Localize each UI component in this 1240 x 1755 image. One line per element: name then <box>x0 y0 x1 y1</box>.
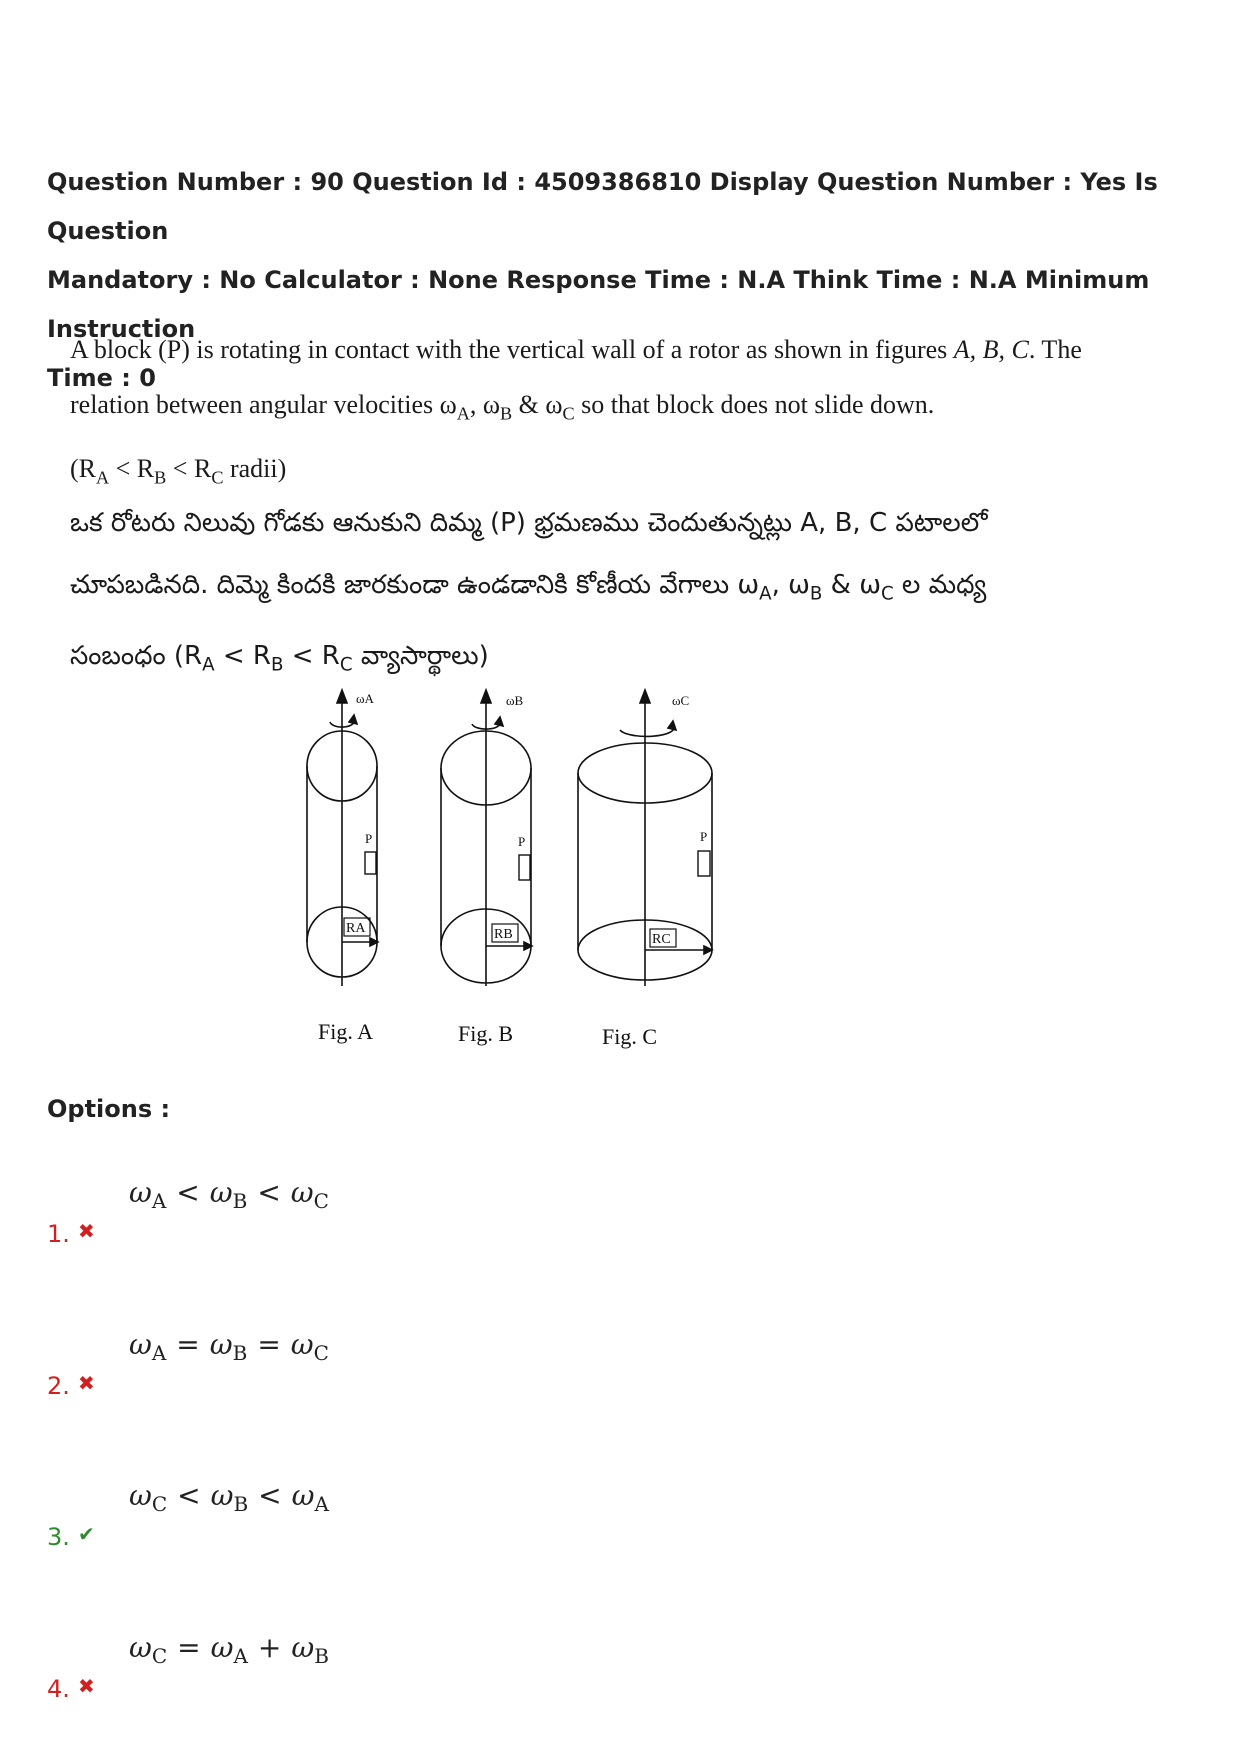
wrong-icon: ✖ <box>78 1219 95 1243</box>
option-operator: < <box>258 1479 282 1512</box>
question-text-run: < R <box>214 641 271 672</box>
option-operator: < <box>257 1176 281 1209</box>
option-operator: < <box>176 1176 200 1209</box>
question-text-run: < R <box>283 641 340 672</box>
omega-a-label: ωA <box>356 691 374 706</box>
subscript-text: B <box>500 403 513 424</box>
question-text-run: & ω <box>822 570 881 600</box>
option-symbol: ω <box>291 1479 315 1512</box>
radius-b-label: RB <box>494 927 513 942</box>
question-text-run: , ω <box>469 390 501 419</box>
options-label: Options : <box>47 1095 171 1123</box>
option-number: 2. <box>47 1372 70 1400</box>
option-subscript: B <box>233 1492 249 1516</box>
radius-arrowhead-c <box>704 946 712 954</box>
axis-arrow-b <box>481 690 491 703</box>
metadata-line-3: Time : 0 <box>47 364 156 392</box>
option-symbol: ω <box>290 1176 314 1209</box>
block-label-b: P <box>518 834 526 849</box>
question-text-english <box>70 322 1082 506</box>
option-expression <box>129 1328 329 1365</box>
option-symbol: ω <box>129 1479 152 1512</box>
axis-arrow-c <box>640 690 650 703</box>
subscript-text: A <box>759 583 772 605</box>
radius-c-label: RC <box>652 932 671 947</box>
subscript-text: C <box>562 403 575 424</box>
question-text-run: చూపబడినది. దిమ్మె కిందకి జారకుండా ఉండడానికి కోణీయ వేగాలు ω <box>70 570 760 600</box>
rotation-arrow-c <box>620 726 674 736</box>
option-subscript: B <box>314 1644 329 1668</box>
option-1[interactable] <box>47 1156 747 1256</box>
question-text-run: < R <box>109 454 155 484</box>
option-subscript: A <box>151 1189 167 1213</box>
wrong-icon: ✖ <box>78 1371 95 1395</box>
question-text-run: . The <box>1028 335 1082 364</box>
figure-b <box>441 690 532 1046</box>
subscript-text: B <box>270 654 284 676</box>
option-number: 4. <box>47 1675 70 1703</box>
option-subscript: B <box>232 1189 248 1213</box>
option-symbol: ω <box>209 1176 233 1209</box>
rotation-arrowhead-a <box>349 715 357 724</box>
question-text-run: , ω <box>771 570 810 600</box>
question-te-line-2 <box>70 554 987 625</box>
option-2[interactable] <box>47 1308 747 1408</box>
figure-a <box>307 690 378 1044</box>
omega-c-label: ωC <box>672 693 690 708</box>
question-en-line-2 <box>70 377 950 441</box>
subscript-text: A <box>202 654 215 676</box>
subscript-text: C <box>339 654 353 676</box>
subscript-text: B <box>154 467 167 488</box>
option-number: 3. <box>47 1523 70 1551</box>
option-operator: = <box>177 1631 201 1664</box>
subscript-text: C <box>211 467 224 488</box>
option-number: 1. <box>47 1220 70 1248</box>
option-symbol: ω <box>129 1176 152 1209</box>
axis-arrow-a <box>337 690 347 703</box>
option-3[interactable] <box>47 1459 747 1559</box>
option-symbol: ω <box>209 1328 233 1361</box>
question-text-run: < R <box>166 454 212 484</box>
question-text-run: A, B, C <box>953 335 1029 364</box>
subscript-text: C <box>880 583 894 605</box>
option-operator: < <box>177 1479 201 1512</box>
option-subscript: B <box>232 1341 248 1365</box>
question-text-run: A block (P) is rotating in contact with the vertical wall of a rotor as shown in figures <box>70 335 954 364</box>
question-text-run: (R <box>70 454 96 484</box>
block-label-a: P <box>365 831 373 846</box>
option-expression <box>129 1631 329 1668</box>
subscript-text: B <box>809 583 823 605</box>
option-subscript: C <box>313 1341 329 1365</box>
block-p-a <box>365 852 376 874</box>
option-subscript: A <box>233 1644 248 1668</box>
question-en-line-1 <box>70 322 1082 377</box>
rotation-arrowhead-c <box>668 721 676 730</box>
metadata-line-2: Mandatory : No Calculator : None Response Time : N.A Think Time : N.A Minimum Instruction <box>47 266 1150 343</box>
question-text-run: relation between angular velocities ω <box>70 390 457 419</box>
question-text-run: radii) <box>223 454 287 484</box>
option-expression <box>129 1176 329 1213</box>
metadata-line-1: Question Number : 90 Question Id : 4509386810 Display Question Number : Yes Is Question <box>47 168 1158 245</box>
caption-fig-c: Fig. C <box>602 1024 658 1049</box>
option-subscript: A <box>151 1341 167 1365</box>
question-te-line-1: ఒక రోటరు నిలువు గోడకు ఆనుకుని దిమ్మ (P) భ్రమణము చెందుతున్నట్లు A, B, C పటాలలో <box>70 508 988 538</box>
option-subscript: C <box>313 1189 329 1213</box>
wrong-icon: ✖ <box>78 1674 95 1698</box>
omega-b-label: ωB <box>506 693 524 708</box>
block-p-b <box>519 855 530 880</box>
caption-fig-b: Fig. B <box>458 1021 514 1046</box>
question-text-run: సంబంధం (R <box>70 641 203 672</box>
block-p-c <box>698 851 710 876</box>
question-text-run: & ω <box>512 390 563 419</box>
option-symbol: ω <box>129 1631 152 1664</box>
subscript-text: A <box>96 467 110 488</box>
option-expression <box>129 1479 329 1516</box>
figure-c <box>578 690 712 1049</box>
option-operator: = <box>257 1328 281 1361</box>
question-text-run: so that block does not slide down. <box>574 390 935 419</box>
question-text-run: ల మధ్య <box>893 570 987 600</box>
caption-fig-a: Fig. A <box>318 1019 374 1044</box>
option-symbol: ω <box>129 1328 152 1361</box>
option-subscript: A <box>314 1492 329 1516</box>
block-label-c: P <box>700 829 708 844</box>
option-subscript: C <box>151 1644 168 1668</box>
option-symbol: ω <box>210 1479 234 1512</box>
subscript-text: A <box>456 403 470 424</box>
option-symbol: ω <box>291 1631 315 1664</box>
rotor-figure <box>290 686 730 1056</box>
option-operator: = <box>176 1328 200 1361</box>
question-text-run: వ్యాసార్థాలు) <box>352 641 489 672</box>
option-symbol: ω <box>290 1328 314 1361</box>
radius-a-label: RA <box>346 921 366 936</box>
option-operator: + <box>257 1631 282 1664</box>
option-4[interactable] <box>47 1611 747 1711</box>
option-symbol: ω <box>210 1631 234 1664</box>
question-text-telugu <box>70 492 988 697</box>
option-subscript: C <box>151 1492 168 1516</box>
check-icon: ✔ <box>78 1522 95 1546</box>
rotation-arrowhead-b <box>495 717 503 726</box>
